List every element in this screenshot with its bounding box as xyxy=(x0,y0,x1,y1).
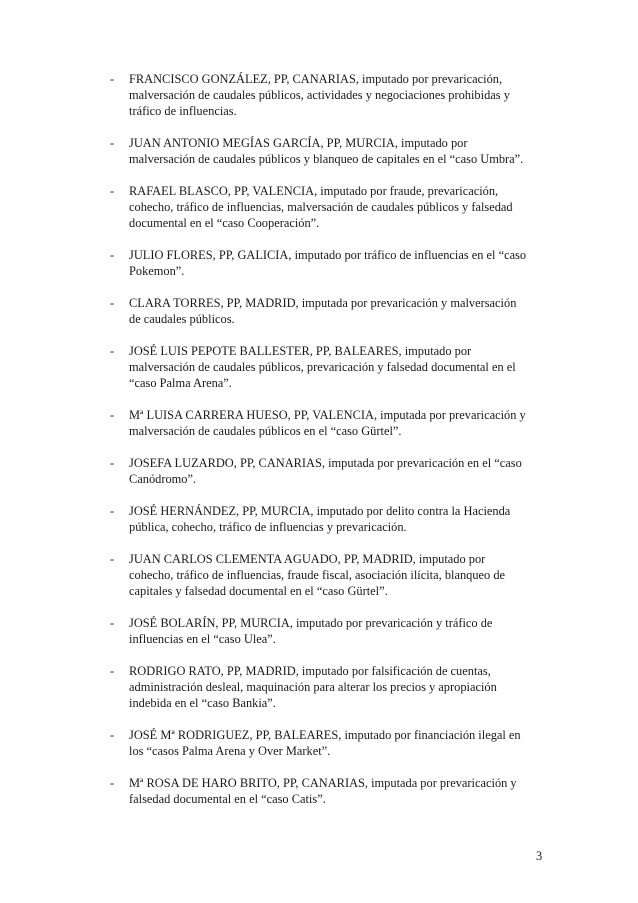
list-item xyxy=(110,343,550,391)
list-item xyxy=(110,775,550,807)
page-number: 3 xyxy=(536,849,543,863)
list-bullet: - xyxy=(110,776,115,790)
accused-list xyxy=(110,71,550,823)
list-item-text: CLARA TORRES, PP, MADRID, imputada por prevaricación y malversación de caudales públicos. xyxy=(129,296,517,326)
list-item xyxy=(110,407,550,439)
list-bullet: - xyxy=(110,504,115,518)
list-item-text: JOSÉ Mª RODRIGUEZ, PP, BALEARES, imputado por financiación ilegal en los “casos Palma Arena y Over Market”. xyxy=(129,728,521,758)
list-item xyxy=(110,727,550,759)
list-bullet: - xyxy=(110,296,115,310)
list-item xyxy=(110,551,550,599)
list-bullet: - xyxy=(110,728,115,742)
list-bullet: - xyxy=(110,456,115,470)
list-item xyxy=(110,183,550,231)
list-item-text: JOSÉ LUIS PEPOTE BALLESTER, PP, BALEARES, imputado por malversación de caudales públicos, prevaricación y falsedad documental en el “caso Palma Arena”. xyxy=(129,344,516,390)
list-bullet: - xyxy=(110,552,115,566)
list-item xyxy=(110,247,550,279)
list-item-text: JUAN CARLOS CLEMENTA AGUADO, PP, MADRID, imputado por cohecho, tráfico de influencias, fraude fiscal, asociación ilícita, blanqueo de capitales y falsedad documental en el “caso Gürtel”. xyxy=(129,552,506,598)
list-item xyxy=(110,503,550,535)
list-item xyxy=(110,135,550,167)
list-item xyxy=(110,295,550,327)
list-bullet: - xyxy=(110,72,115,86)
list-item xyxy=(110,615,550,647)
list-bullet: - xyxy=(110,136,115,150)
list-bullet: - xyxy=(110,184,115,198)
list-item xyxy=(110,663,550,711)
list-item-text: JOSEFA LUZARDO, PP, CANARIAS, imputada por prevaricación en el “caso Canódromo”. xyxy=(129,456,522,486)
list-item xyxy=(110,71,550,119)
list-item-text: JUAN ANTONIO MEGÍAS GARCÍA, PP, MURCIA, imputado por malversación de caudales públicos y blanqueo de capitales en el “caso Umbra”. xyxy=(129,136,524,166)
list-item-text: Mª LUISA CARRERA HUESO, PP, VALENCIA, imputada por prevaricación y malversación de caudales públicos en el “caso Gürtel”. xyxy=(129,408,526,438)
list-item-text: RAFAEL BLASCO, PP, VALENCIA, imputado por fraude, prevaricación, cohecho, tráfico de influencias, malversación de caudales públicos y falsedad documental en el “caso Cooperación”. xyxy=(129,184,513,230)
list-item-text: RODRIGO RATO, PP, MADRID, imputado por falsificación de cuentas, administración desleal, maquinación para alterar los precios y apropiación indebida en el “caso Bankia”. xyxy=(129,664,497,710)
list-item-text: Mª ROSA DE HARO BRITO, PP, CANARIAS, imputada por prevaricación y falsedad documental en el “caso Catis”. xyxy=(129,776,517,806)
list-bullet: - xyxy=(110,664,115,678)
list-item-text: JULIO FLORES, PP, GALICIA, imputado por tráfico de influencias en el “caso Pokemon”. xyxy=(129,248,527,278)
list-bullet: - xyxy=(110,248,115,262)
list-item-text: JOSÉ HERNÁNDEZ, PP, MURCIA, imputado por delito contra la Hacienda pública, cohecho, tráfico de influencias y prevaricación. xyxy=(129,504,511,534)
list-bullet: - xyxy=(110,616,115,630)
list-item xyxy=(110,455,550,487)
list-item-text: JOSÉ BOLARÍN, PP, MURCIA, imputado por prevaricación y tráfico de influencias en el “caso Ulea”. xyxy=(129,616,493,646)
list-item-text: FRANCISCO GONZÁLEZ, PP, CANARIAS, imputado por prevaricación, malversación de caudales públicos, actividades y negociaciones prohibidas y tráfico de influencias. xyxy=(129,72,510,118)
list-bullet: - xyxy=(110,408,115,422)
list-bullet: - xyxy=(110,344,115,358)
